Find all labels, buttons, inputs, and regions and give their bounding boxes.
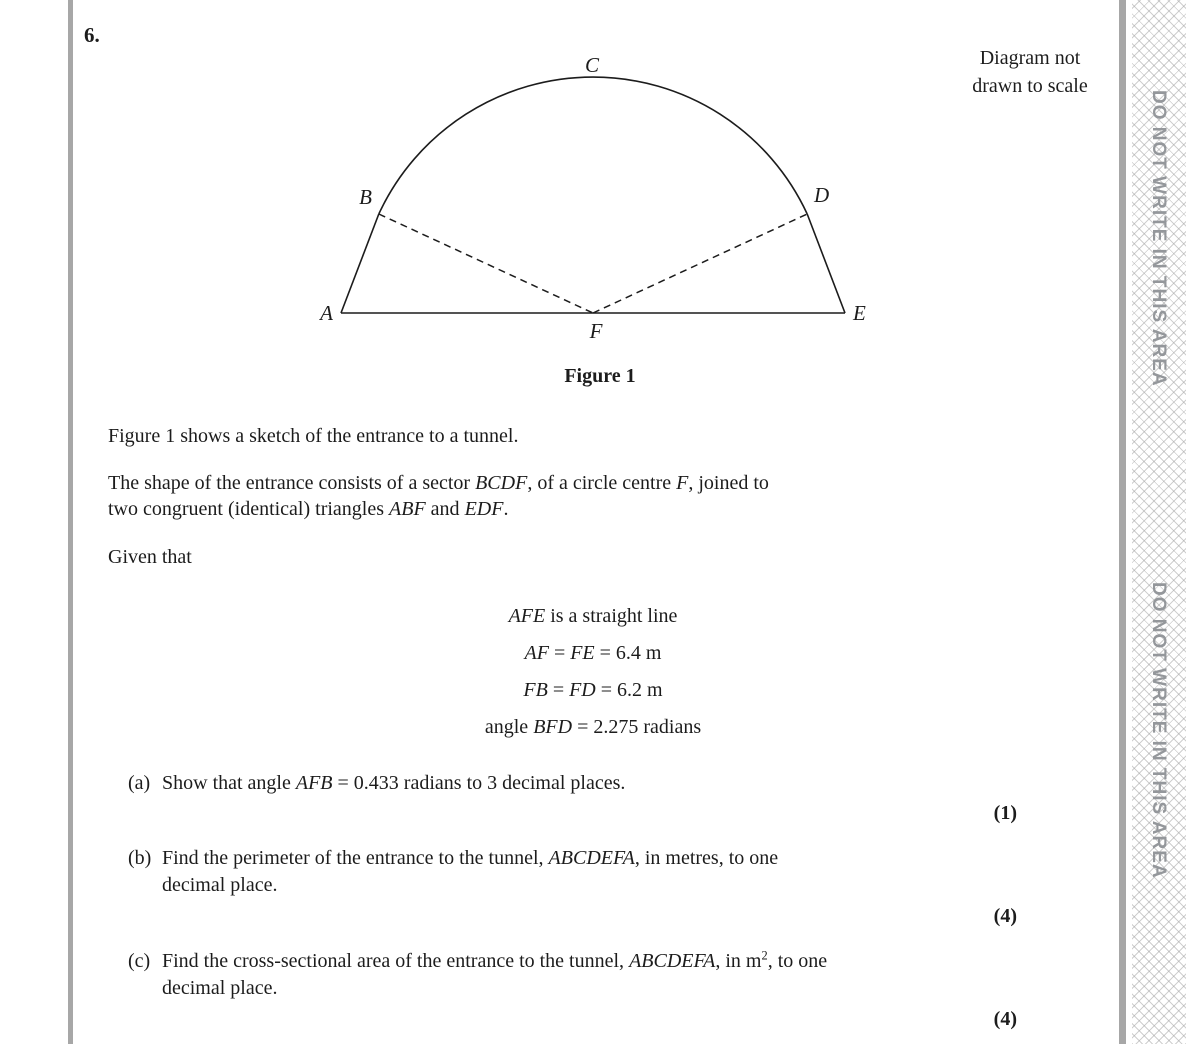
part-c-marks: (4) (993, 1008, 1017, 1030)
right-margin-rule (1119, 0, 1126, 1044)
diagram-note-line1: Diagram not (979, 47, 1081, 69)
point-label-A: A (320, 301, 333, 325)
part-a-marks: (1) (993, 802, 1017, 824)
equation-af-fe: AF = FE = 6.4 m (524, 642, 662, 664)
do-not-write-warning-bottom: DO NOT WRITE IN THIS AREA (1148, 582, 1169, 879)
equation-angle-bfd: angle BFD = 2.275 radians (484, 716, 702, 738)
paragraph-shape-line1: The shape of the entrance consists of a sector BCDF, of a circle centre F, joined to (108, 472, 769, 494)
do-not-write-sidebar (1132, 0, 1186, 1044)
point-label-E: E (853, 301, 866, 325)
part-b-text-line1: Find the perimeter of the entrance to the tunnel, ABCDEFA, in metres, to one (162, 847, 779, 869)
figure-caption: Figure 1 (564, 365, 636, 387)
part-b-marks: (4) (993, 905, 1017, 927)
given-conditions (108, 603, 1078, 751)
figure-1-diagram (300, 42, 900, 362)
point-label-F: F (589, 319, 603, 343)
question-part-b (128, 845, 1017, 899)
part-c-text-line2: decimal place. (162, 977, 278, 999)
do-not-write-warning-top: DO NOT WRITE IN THIS AREA (1148, 90, 1169, 387)
given-that-text: Given that (108, 546, 192, 568)
part-b-label: (b) (128, 847, 152, 869)
question-number: 6. (84, 23, 100, 47)
part-c-label: (c) (128, 950, 151, 972)
point-label-B: B (359, 185, 372, 209)
paragraph-shape-description (108, 470, 1028, 522)
point-label-D: D (814, 183, 830, 207)
dashed-line-FD (593, 214, 807, 313)
line-AB (341, 214, 379, 313)
tunnel-sketch-svg (300, 42, 900, 362)
line-DE (807, 214, 845, 313)
equation-fb-fd: FB = FD = 6.2 m (523, 679, 663, 701)
diagram-not-to-scale-note (935, 44, 1125, 100)
dashed-line-BF (379, 214, 593, 313)
question-part-c (128, 948, 1017, 1002)
left-margin-rule (68, 0, 73, 1044)
part-c-text-line1: Find the cross-sectional area of the entrance to the tunnel, ABCDEFA, in $m^2$, to one (162, 948, 828, 972)
paragraph-shape-line2: two congruent (identical) triangles ABF and EDF. (108, 498, 509, 520)
part-a-label: (a) (128, 772, 151, 794)
arc-BCD (379, 77, 807, 214)
paragraph-intro: Figure 1 shows a sketch of the entrance to a tunnel. (108, 425, 519, 447)
diagram-note-line2: drawn to scale (972, 75, 1088, 97)
part-b-text-line2: decimal place. (162, 874, 278, 896)
point-label-C: C (584, 53, 600, 77)
part-a-text: Show that angle AFB = 0.433 radians to 3 decimal places. (162, 772, 626, 794)
equation-afe-straight-line: AFE is a straight line (508, 605, 678, 627)
question-part-a (128, 770, 1017, 796)
